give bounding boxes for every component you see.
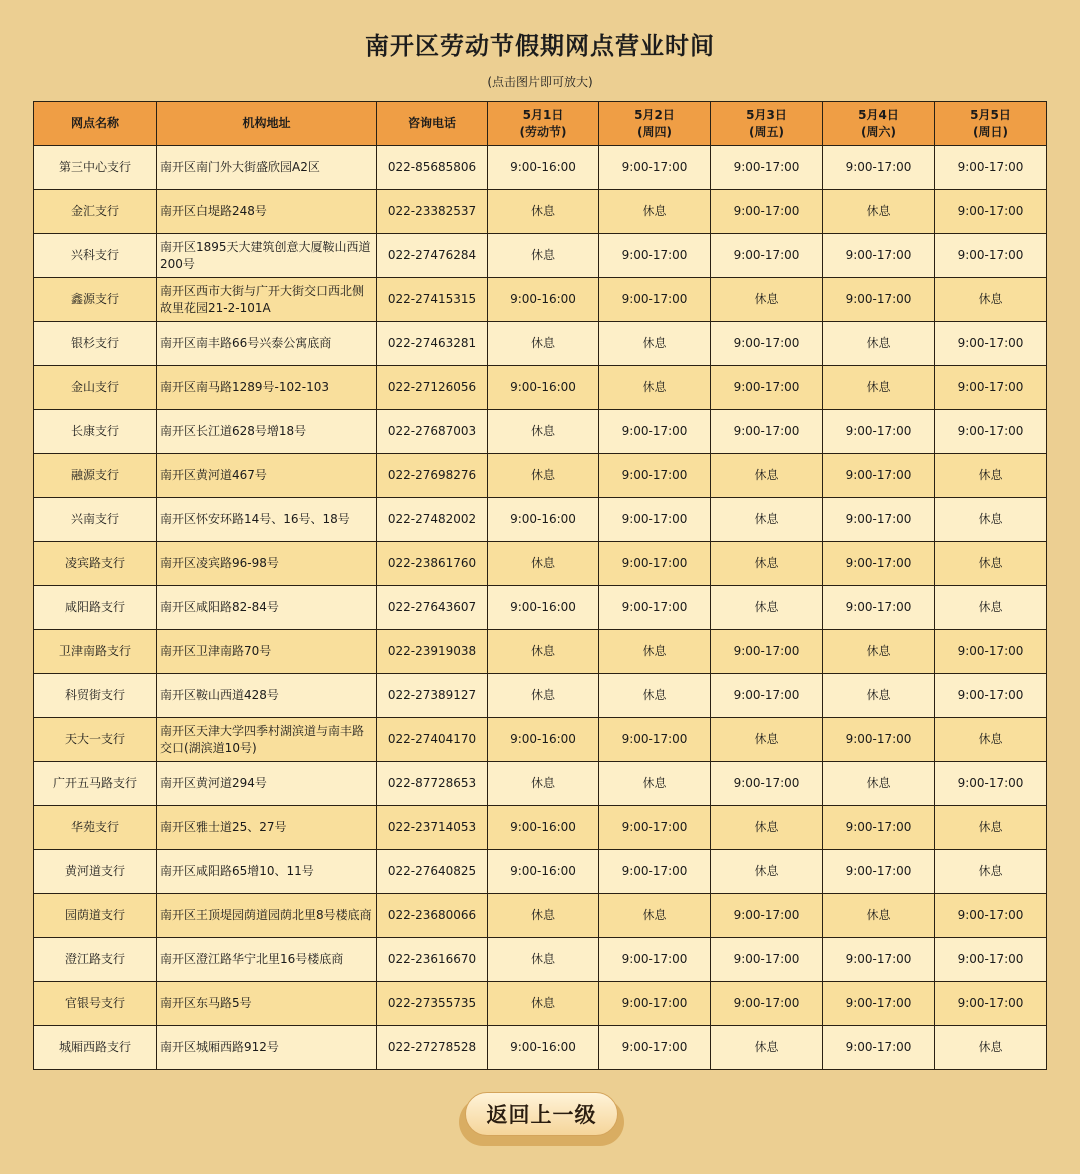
hours-may1-cell: 9:00-16:00 [488, 1026, 599, 1070]
branch-name-cell: 长康支行 [34, 410, 157, 454]
hours-may2-cell: 休息 [599, 322, 711, 366]
hours-may2-cell: 9:00-17:00 [599, 850, 711, 894]
table-header-row [34, 102, 1047, 146]
address-cell: 南开区南门外大街盛欣园A2区 [157, 146, 377, 190]
column-header-line1: 5月3日 [746, 107, 787, 122]
hours-may5-cell: 休息 [935, 1026, 1047, 1070]
hours-may2-cell: 9:00-17:00 [599, 410, 711, 454]
table-row [34, 278, 1047, 322]
table-row [34, 366, 1047, 410]
table-row [34, 894, 1047, 938]
branch-name-cell: 第三中心支行 [34, 146, 157, 190]
hours-may4-cell: 9:00-17:00 [823, 542, 935, 586]
hours-may4-cell: 9:00-17:00 [823, 410, 935, 454]
hours-may5-cell: 9:00-17:00 [935, 190, 1047, 234]
column-header [34, 102, 157, 146]
hours-may5-cell: 休息 [935, 454, 1047, 498]
hours-may4-cell: 9:00-17:00 [823, 278, 935, 322]
phone-cell: 022-23616670 [377, 938, 488, 982]
branch-name-cell: 金山支行 [34, 366, 157, 410]
branch-name-cell: 黄河道支行 [34, 850, 157, 894]
hours-may5-cell: 休息 [935, 542, 1047, 586]
hours-may3-cell: 休息 [711, 498, 823, 542]
hours-may3-cell: 休息 [711, 278, 823, 322]
table-row [34, 806, 1047, 850]
schedule-table [33, 101, 1047, 1070]
hours-may5-cell: 9:00-17:00 [935, 322, 1047, 366]
table-row [34, 190, 1047, 234]
column-header [377, 102, 488, 146]
hours-may4-cell: 休息 [823, 190, 935, 234]
hours-may5-cell: 9:00-17:00 [935, 938, 1047, 982]
hours-may4-cell: 9:00-17:00 [823, 454, 935, 498]
column-header [935, 102, 1047, 146]
address-cell: 南开区咸阳路65增10、11号 [157, 850, 377, 894]
table-row [34, 850, 1047, 894]
address-cell: 南开区南马路1289号-102-103 [157, 366, 377, 410]
hours-may1-cell: 休息 [488, 894, 599, 938]
branch-name-cell: 华苑支行 [34, 806, 157, 850]
address-cell: 南开区白堤路248号 [157, 190, 377, 234]
hours-may2-cell: 休息 [599, 630, 711, 674]
hours-may3-cell: 9:00-17:00 [711, 982, 823, 1026]
hours-may2-cell: 9:00-17:00 [599, 586, 711, 630]
address-cell: 南开区西市大街与广开大街交口西北侧故里花园21-2-101A [157, 278, 377, 322]
table-row [34, 542, 1047, 586]
column-header-line1: 网点名称 [70, 116, 119, 130]
hours-may2-cell: 9:00-17:00 [599, 718, 711, 762]
phone-cell: 022-27404170 [377, 718, 488, 762]
column-header-line1: 咨询电话 [407, 116, 456, 130]
hours-may4-cell: 9:00-17:00 [823, 718, 935, 762]
hours-may3-cell: 9:00-17:00 [711, 762, 823, 806]
hours-may2-cell: 9:00-17:00 [599, 234, 711, 278]
hours-may1-cell: 休息 [488, 234, 599, 278]
hours-may3-cell: 休息 [711, 850, 823, 894]
table-row [34, 410, 1047, 454]
hours-may5-cell: 9:00-17:00 [935, 674, 1047, 718]
address-cell: 南开区怀安环路14号、16号、18号 [157, 498, 377, 542]
hours-may1-cell: 9:00-16:00 [488, 586, 599, 630]
hours-may3-cell: 9:00-17:00 [711, 190, 823, 234]
address-cell: 南开区天津大学四季村湖滨道与南丰路交口(湖滨道10号) [157, 718, 377, 762]
table-row [34, 146, 1047, 190]
column-header-line1: 5月1日 [522, 107, 564, 122]
hours-may2-cell: 9:00-17:00 [599, 146, 711, 190]
phone-cell: 022-23382537 [377, 190, 488, 234]
column-header-line2: (周六) [861, 124, 896, 139]
column-header [823, 102, 935, 146]
hours-may3-cell: 休息 [711, 586, 823, 630]
hours-may1-cell: 休息 [488, 454, 599, 498]
hours-may1-cell: 9:00-16:00 [488, 498, 599, 542]
table-row [34, 718, 1047, 762]
address-cell: 南开区城厢西路912号 [157, 1026, 377, 1070]
hours-may4-cell: 9:00-17:00 [823, 586, 935, 630]
hours-may1-cell: 9:00-16:00 [488, 366, 599, 410]
column-header-line2: (周四) [637, 124, 672, 139]
hours-may4-cell: 休息 [823, 762, 935, 806]
branch-name-cell: 卫津南路支行 [34, 630, 157, 674]
hours-may5-cell: 休息 [935, 718, 1047, 762]
hours-may4-cell: 9:00-17:00 [823, 938, 935, 982]
hours-may4-cell: 休息 [823, 366, 935, 410]
table-row [34, 454, 1047, 498]
hours-may2-cell: 9:00-17:00 [599, 982, 711, 1026]
hours-may5-cell: 9:00-17:00 [935, 894, 1047, 938]
address-cell: 南开区王顶堤园荫道园荫北里8号楼底商 [157, 894, 377, 938]
hours-may4-cell: 9:00-17:00 [823, 806, 935, 850]
hours-may5-cell: 9:00-17:00 [935, 982, 1047, 1026]
hours-may1-cell: 休息 [488, 322, 599, 366]
column-header-line2: (周日) [973, 124, 1008, 139]
hours-may2-cell: 休息 [599, 190, 711, 234]
hours-may2-cell: 9:00-17:00 [599, 542, 711, 586]
table-row [34, 938, 1047, 982]
hours-may3-cell: 休息 [711, 1026, 823, 1070]
address-cell: 南开区卫津南路70号 [157, 630, 377, 674]
phone-cell: 022-27643607 [377, 586, 488, 630]
hours-may3-cell: 9:00-17:00 [711, 630, 823, 674]
hours-may3-cell: 9:00-17:00 [711, 894, 823, 938]
hours-may1-cell: 休息 [488, 674, 599, 718]
phone-cell: 022-23919038 [377, 630, 488, 674]
phone-cell: 022-23714053 [377, 806, 488, 850]
address-cell: 南开区东马路5号 [157, 982, 377, 1026]
hours-may5-cell: 9:00-17:00 [935, 762, 1047, 806]
hours-may5-cell: 休息 [935, 586, 1047, 630]
column-header [599, 102, 711, 146]
phone-cell: 022-27698276 [377, 454, 488, 498]
hours-may2-cell: 休息 [599, 366, 711, 410]
hours-may4-cell: 9:00-17:00 [823, 850, 935, 894]
address-cell: 南开区长江道628号增18号 [157, 410, 377, 454]
branch-name-cell: 金汇支行 [34, 190, 157, 234]
hours-may4-cell: 9:00-17:00 [823, 234, 935, 278]
hours-may3-cell: 9:00-17:00 [711, 322, 823, 366]
hours-may4-cell: 9:00-17:00 [823, 146, 935, 190]
hours-may1-cell: 休息 [488, 630, 599, 674]
hours-may1-cell: 休息 [488, 190, 599, 234]
hours-may4-cell: 9:00-17:00 [823, 498, 935, 542]
column-header-line1: 5月4日 [858, 107, 899, 122]
hours-may2-cell: 9:00-17:00 [599, 1026, 711, 1070]
hours-may5-cell: 休息 [935, 806, 1047, 850]
address-cell: 南开区咸阳路82-84号 [157, 586, 377, 630]
hours-may3-cell: 休息 [711, 718, 823, 762]
hours-may3-cell: 休息 [711, 542, 823, 586]
hours-may2-cell: 休息 [599, 762, 711, 806]
address-cell: 南开区鞍山西道428号 [157, 674, 377, 718]
phone-cell: 022-27482002 [377, 498, 488, 542]
branch-name-cell: 澄江路支行 [34, 938, 157, 982]
phone-cell: 022-23861760 [377, 542, 488, 586]
table-row [34, 586, 1047, 630]
table-row [34, 322, 1047, 366]
column-header [711, 102, 823, 146]
address-cell: 南开区南丰路66号兴泰公寓底商 [157, 322, 377, 366]
branch-name-cell: 城厢西路支行 [34, 1026, 157, 1070]
back-button[interactable]: 返回上一级 [465, 1092, 618, 1136]
branch-name-cell: 天大一支行 [34, 718, 157, 762]
hours-may2-cell: 休息 [599, 674, 711, 718]
hours-may4-cell: 休息 [823, 674, 935, 718]
hours-may1-cell: 9:00-16:00 [488, 718, 599, 762]
hours-may2-cell: 9:00-17:00 [599, 278, 711, 322]
branch-name-cell: 凌宾路支行 [34, 542, 157, 586]
phone-cell: 022-27389127 [377, 674, 488, 718]
table-row [34, 674, 1047, 718]
branch-name-cell: 兴科支行 [34, 234, 157, 278]
phone-cell: 022-23680066 [377, 894, 488, 938]
table-row [34, 630, 1047, 674]
hours-may2-cell: 9:00-17:00 [599, 806, 711, 850]
hours-may3-cell: 9:00-17:00 [711, 366, 823, 410]
table-row [34, 762, 1047, 806]
hours-may1-cell: 9:00-16:00 [488, 278, 599, 322]
address-cell: 南开区1895天大建筑创意大厦鞍山西道200号 [157, 234, 377, 278]
column-header-line2: (周五) [749, 124, 784, 139]
hours-may1-cell: 休息 [488, 982, 599, 1026]
branch-name-cell: 科贸街支行 [34, 674, 157, 718]
hours-may5-cell: 休息 [935, 278, 1047, 322]
hours-may3-cell: 休息 [711, 454, 823, 498]
hours-may1-cell: 休息 [488, 542, 599, 586]
address-cell: 南开区雅士道25、27号 [157, 806, 377, 850]
table-body [34, 146, 1047, 1070]
page-subtitle: (点击图片即可放大) [487, 75, 593, 89]
hours-may3-cell: 9:00-17:00 [711, 234, 823, 278]
branch-name-cell: 官银号支行 [34, 982, 157, 1026]
phone-cell: 022-27463281 [377, 322, 488, 366]
hours-may2-cell: 9:00-17:00 [599, 498, 711, 542]
address-cell: 南开区凌宾路96-98号 [157, 542, 377, 586]
phone-cell: 022-27278528 [377, 1026, 488, 1070]
page-title: 南开区劳动节假期网点营业时间 [365, 32, 715, 60]
branch-name-cell: 融源支行 [34, 454, 157, 498]
branch-name-cell: 鑫源支行 [34, 278, 157, 322]
hours-may4-cell: 休息 [823, 630, 935, 674]
hours-may1-cell: 休息 [488, 938, 599, 982]
hours-may3-cell: 9:00-17:00 [711, 410, 823, 454]
hours-may1-cell: 9:00-16:00 [488, 146, 599, 190]
hours-may3-cell: 休息 [711, 806, 823, 850]
hours-may3-cell: 9:00-17:00 [711, 674, 823, 718]
column-header-line1: 5月5日 [970, 107, 1011, 122]
column-header-line2: (劳动节) [519, 124, 567, 139]
phone-cell: 022-27687003 [377, 410, 488, 454]
phone-cell: 022-27126056 [377, 366, 488, 410]
address-cell: 南开区澄江路华宁北里16号楼底商 [157, 938, 377, 982]
table-row [34, 234, 1047, 278]
column-header [488, 102, 599, 146]
column-header-line1: 机构地址 [242, 116, 291, 130]
hours-may5-cell: 9:00-17:00 [935, 234, 1047, 278]
hours-may3-cell: 9:00-17:00 [711, 938, 823, 982]
table-row [34, 1026, 1047, 1070]
hours-may1-cell: 休息 [488, 410, 599, 454]
back-button-wrapper [459, 1090, 624, 1146]
hours-may3-cell: 9:00-17:00 [711, 146, 823, 190]
hours-may1-cell: 休息 [488, 762, 599, 806]
branch-name-cell: 兴南支行 [34, 498, 157, 542]
hours-may4-cell: 9:00-17:00 [823, 1026, 935, 1070]
address-cell: 南开区黄河道467号 [157, 454, 377, 498]
branch-name-cell: 广开五马路支行 [34, 762, 157, 806]
phone-cell: 022-27476284 [377, 234, 488, 278]
table-row [34, 982, 1047, 1026]
hours-may1-cell: 9:00-16:00 [488, 850, 599, 894]
branch-name-cell: 咸阳路支行 [34, 586, 157, 630]
hours-may4-cell: 休息 [823, 322, 935, 366]
hours-may4-cell: 9:00-17:00 [823, 982, 935, 1026]
branch-name-cell: 银杉支行 [34, 322, 157, 366]
hours-may4-cell: 休息 [823, 894, 935, 938]
phone-cell: 022-27640825 [377, 850, 488, 894]
phone-cell: 022-87728653 [377, 762, 488, 806]
hours-may5-cell: 休息 [935, 850, 1047, 894]
phone-cell: 022-85685806 [377, 146, 488, 190]
hours-may2-cell: 休息 [599, 894, 711, 938]
schedule-table-container [33, 101, 1046, 1070]
hours-may2-cell: 9:00-17:00 [599, 454, 711, 498]
hours-may5-cell: 9:00-17:00 [935, 630, 1047, 674]
hours-may1-cell: 9:00-16:00 [488, 806, 599, 850]
hours-may2-cell: 9:00-17:00 [599, 938, 711, 982]
address-cell: 南开区黄河道294号 [157, 762, 377, 806]
phone-cell: 022-27355735 [377, 982, 488, 1026]
column-header [157, 102, 377, 146]
hours-may5-cell: 9:00-17:00 [935, 146, 1047, 190]
column-header-line1: 5月2日 [634, 107, 675, 122]
hours-may5-cell: 休息 [935, 498, 1047, 542]
hours-may5-cell: 9:00-17:00 [935, 410, 1047, 454]
hours-may5-cell: 9:00-17:00 [935, 366, 1047, 410]
phone-cell: 022-27415315 [377, 278, 488, 322]
branch-name-cell: 园荫道支行 [34, 894, 157, 938]
table-row [34, 498, 1047, 542]
